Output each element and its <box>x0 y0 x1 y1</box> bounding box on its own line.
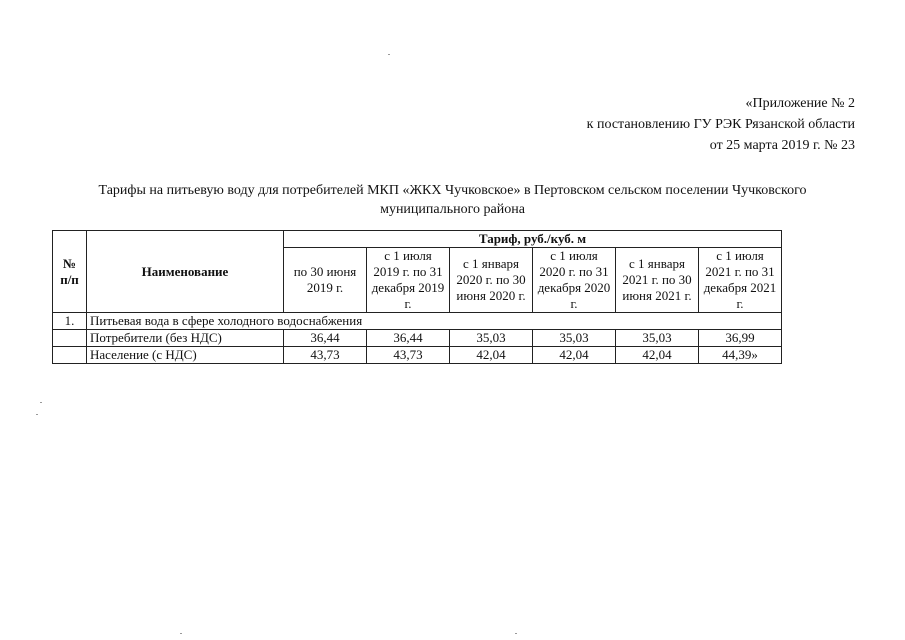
tariff-value: 35,03 <box>616 330 699 347</box>
tariff-value: 36,44 <box>367 330 450 347</box>
tariff-value: 42,04 <box>533 347 616 364</box>
period-header: с 1 января 2020 г. по 30 июня 2020 г. <box>450 248 533 313</box>
period-header: с 1 июля 2020 г. по 31 декабря 2020 г. <box>533 248 616 313</box>
document-title <box>40 181 865 219</box>
scan-speck <box>36 414 38 415</box>
tariff-value: 43,73 <box>284 347 367 364</box>
period-header: с 1 января 2021 г. по 30 июня 2021 г. <box>616 248 699 313</box>
scan-speck <box>388 54 390 55</box>
section-row <box>53 313 782 330</box>
tariff-value: 36,99 <box>699 330 782 347</box>
column-header-tariff: Тариф, руб./куб. м <box>284 231 782 248</box>
appendix-line-1: «Приложение № 2 <box>745 96 855 111</box>
row-number-empty <box>53 330 87 347</box>
tariff-value: 36,44 <box>284 330 367 347</box>
section-name: Питьевая вода в сфере холодного водоснабжения <box>87 313 782 330</box>
tariff-value: 35,03 <box>450 330 533 347</box>
scan-speck <box>180 633 182 634</box>
tariff-value: 44,39» <box>699 347 782 364</box>
period-header: с 1 июля 2019 г. по 31 декабря 2019 г. <box>367 248 450 313</box>
appendix-header <box>587 93 855 156</box>
tariff-value: 42,04 <box>616 347 699 364</box>
row-name: Население (с НДС) <box>87 347 284 364</box>
period-header: по 30 июня 2019 г. <box>284 248 367 313</box>
column-header-name: Наименование <box>87 231 284 313</box>
column-header-number: № п/п <box>53 231 87 313</box>
row-number-empty <box>53 347 87 364</box>
row-name: Потребители (без НДС) <box>87 330 284 347</box>
period-header: с 1 июля 2021 г. по 31 декабря 2021 г. <box>699 248 782 313</box>
tariff-value: 35,03 <box>533 330 616 347</box>
tariff-table <box>52 230 782 364</box>
title-line-1: Тарифы на питьевую воду для потребителей МКП «ЖКХ Чучковское» в Пертовском сельском поселении Чучковского <box>98 183 807 198</box>
title-line-2: муниципального района <box>380 202 525 217</box>
appendix-line-2: к постановлению ГУ РЭК Рязанской области <box>586 117 855 132</box>
tariff-value: 43,73 <box>367 347 450 364</box>
section-number: 1. <box>53 313 87 330</box>
scan-speck <box>40 402 42 403</box>
table-row <box>53 347 782 364</box>
table-row <box>53 330 782 347</box>
tariff-value: 42,04 <box>450 347 533 364</box>
appendix-line-3: от 25 марта 2019 г. № 23 <box>709 138 855 153</box>
scan-speck <box>515 633 517 634</box>
